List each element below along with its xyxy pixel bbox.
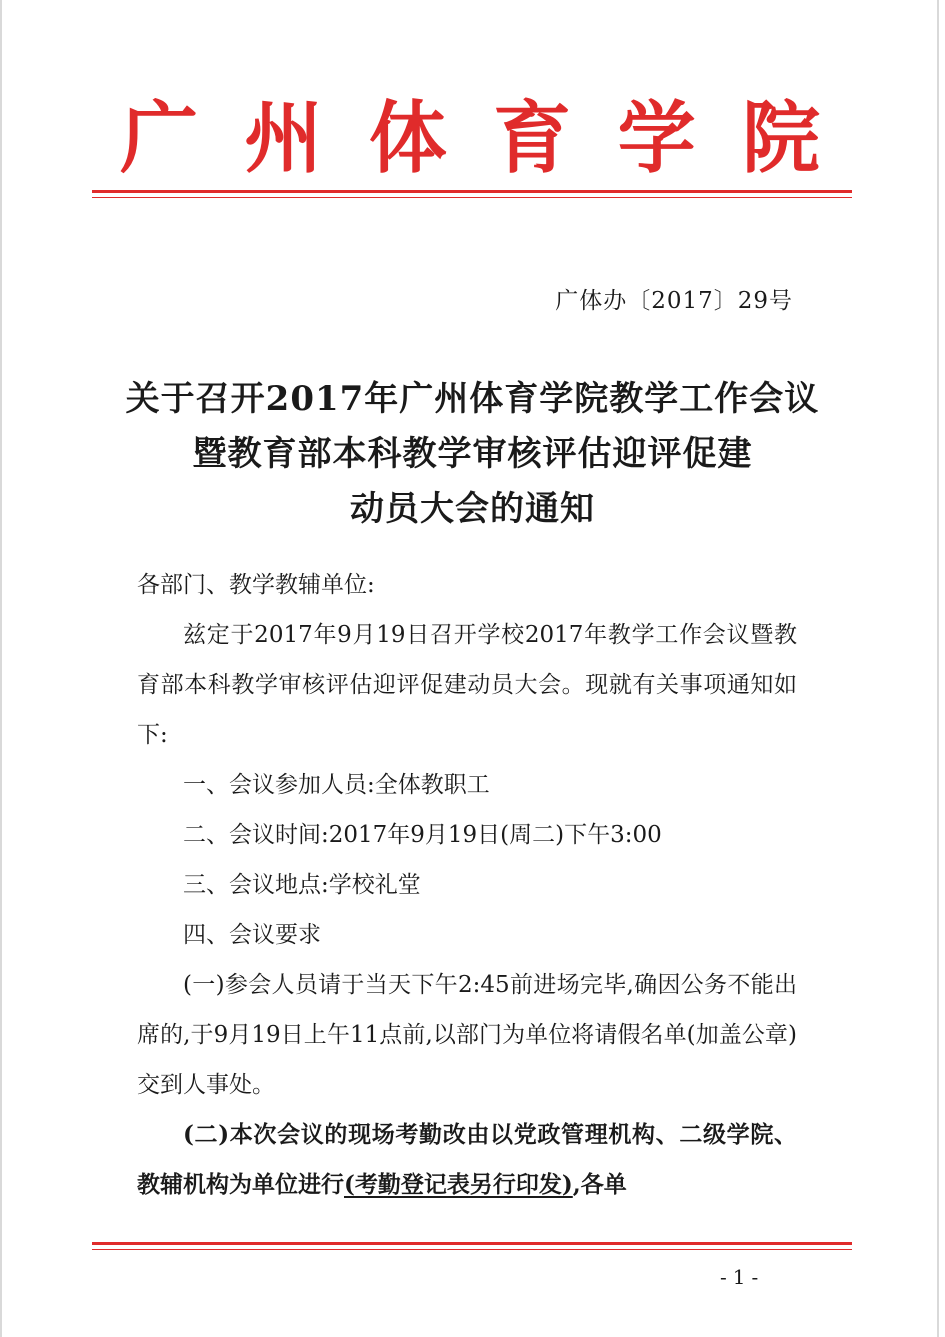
document-title [60,372,885,537]
item-attendees: 一、会议参加人员:全体教职工 [183,772,490,798]
title-line: 暨教育部本科教学审核评估迎评促建 [192,434,753,474]
requirement-1: (一)参会人员请于当天下午2:45前进场完毕,确因公务不能出席的,于9月19日上午11点前,以部门为单位将请假名单(加盖公章)交到人事处。 [137,972,797,1098]
scan-edge-right [937,0,939,1337]
letterhead-rule-thin [92,197,852,198]
requirement-2-tail: ,各单 [572,1171,627,1198]
page-number: -1- [720,1265,765,1289]
document-number: 广体办〔2017〕29号 [555,288,793,314]
intro-paragraph: 兹定于2017年9月19日召开学校2017年教学工作会议暨教育部本科教学审核评估迎评促建动员大会。现就有关事项通知如下: [137,622,797,748]
letterhead-char: 院 [741,93,820,184]
letterhead-char: 州 [244,93,323,184]
footer-rule-thin [92,1249,852,1250]
item-time: 二、会议时间:2017年9月19日(周二)下午3:00 [183,822,662,848]
letterhead-title [120,93,820,184]
letterhead-char: 体 [368,93,447,184]
scan-edge-left [0,0,2,1337]
letterhead-char: 育 [493,93,572,184]
salutation: 各部门、教学教辅单位: [137,572,375,598]
title-line: 动员大会的通知 [350,489,595,529]
letterhead-char: 学 [617,93,696,184]
item-place: 三、会议地点:学校礼堂 [183,872,421,898]
letterhead-rule-thick [92,190,852,193]
footer-rule-thick [92,1242,852,1245]
requirement-2 [137,1110,797,1210]
requirement-2-text: (二)本次会议的现场考勤改由以党政管理机构、二级学院、教辅机构为单位进行 [137,1121,797,1198]
item-requirements: 四、会议要求 [183,922,321,948]
title-line: 关于召开2017年广州体育学院教学工作会议 [125,379,820,419]
requirement-2-underlined: (考勤登记表另行印发) [344,1171,573,1198]
letterhead-char: 广 [120,93,199,184]
